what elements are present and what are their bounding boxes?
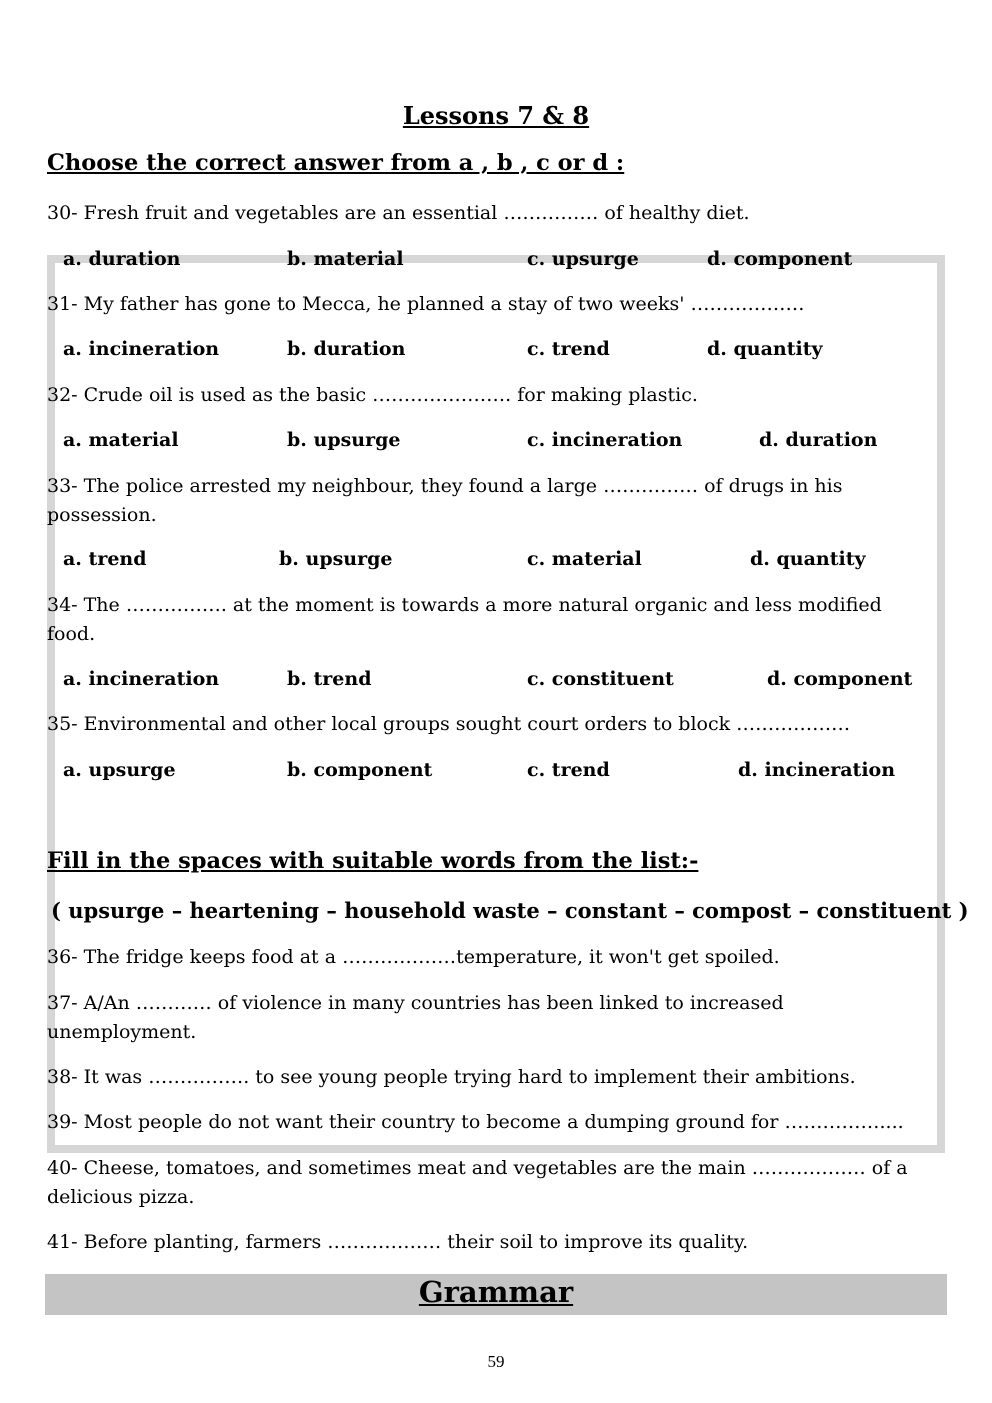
q35-option-c[interactable]: c. trend xyxy=(527,759,610,781)
choose-heading: Choose the correct answer from a , b , c or d : xyxy=(47,150,625,176)
question-40: 40- Cheese, tomatoes, and sometimes meat and vegetables are the main ……………… of a delicious pizza. xyxy=(47,1157,908,1208)
question-31: 31- My father has gone to Mecca, he planned a stay of two weeks' ……………… xyxy=(47,293,805,315)
q34-option-d[interactable]: d. component xyxy=(767,668,913,690)
q33-option-a[interactable]: a. trend xyxy=(63,548,147,570)
q34-option-a[interactable]: a. incineration xyxy=(63,668,220,690)
question-30: 30- Fresh fruit and vegetables are an essential …………… of healthy diet. xyxy=(47,202,750,224)
q35-option-d[interactable]: d. incineration xyxy=(738,759,896,781)
q33-option-d[interactable]: d. quantity xyxy=(750,548,866,570)
question-33: 33- The police arrested my neighbour, they found a large …………… of drugs in his possession. xyxy=(47,475,843,526)
question-32: 32- Crude oil is used as the basic …………………. for making plastic. xyxy=(47,384,698,406)
q33-option-c[interactable]: c. material xyxy=(527,548,642,570)
q33-option-b[interactable]: b. upsurge xyxy=(279,548,393,570)
q31-option-d[interactable]: d. quantity xyxy=(707,338,823,360)
q30-option-a[interactable]: a. duration xyxy=(63,248,181,270)
q31-option-a[interactable]: a. incineration xyxy=(63,338,220,360)
fill-heading: Fill in the spaces with suitable words from the list:- xyxy=(47,848,699,874)
q30-option-b[interactable]: b. material xyxy=(287,248,404,270)
q34-option-b[interactable]: b. trend xyxy=(287,668,372,690)
q32-option-a[interactable]: a. material xyxy=(63,429,179,451)
q31-option-c[interactable]: c. trend xyxy=(527,338,610,360)
q35-option-b[interactable]: b. component xyxy=(287,759,433,781)
question-36: 36- The fridge keeps food at a ………………temperature, it won't get spoiled. xyxy=(47,946,780,968)
q35-option-a[interactable]: a. upsurge xyxy=(63,759,176,781)
q30-option-c[interactable]: c. upsurge xyxy=(527,248,639,270)
q32-option-b[interactable]: b. upsurge xyxy=(287,429,401,451)
q31-option-b[interactable]: b. duration xyxy=(287,338,406,360)
grammar-heading: Grammar xyxy=(418,1275,574,1309)
question-38: 38- It was ……………. to see young people trying hard to implement their ambitions. xyxy=(47,1066,856,1088)
question-34: 34- The ……………. at the moment is towards a more natural organic and less modified food. xyxy=(47,594,882,645)
question-39: 39- Most people do not want their country to become a dumping ground for …………….... xyxy=(47,1111,904,1133)
question-37: 37- A/An ………… of violence in many countries has been linked to increased unemployment. xyxy=(47,992,784,1043)
page-title: Lessons 7 & 8 xyxy=(402,101,590,130)
question-35: 35- Environmental and other local groups sought court orders to block ……………… xyxy=(47,713,851,735)
q30-option-d[interactable]: d. component xyxy=(707,248,853,270)
q32-option-c[interactable]: c. incineration xyxy=(527,429,683,451)
page-number: 59 xyxy=(487,1352,505,1371)
grammar-banner xyxy=(45,1274,947,1315)
question-41: 41- Before planting, farmers ……………… their soil to improve its quality. xyxy=(47,1231,749,1253)
word-list: ( upsurge – heartening – household waste – constant – compost – constituent ) xyxy=(51,898,969,923)
q34-option-c[interactable]: c. constituent xyxy=(527,668,674,690)
q32-option-d[interactable]: d. duration xyxy=(759,429,878,451)
